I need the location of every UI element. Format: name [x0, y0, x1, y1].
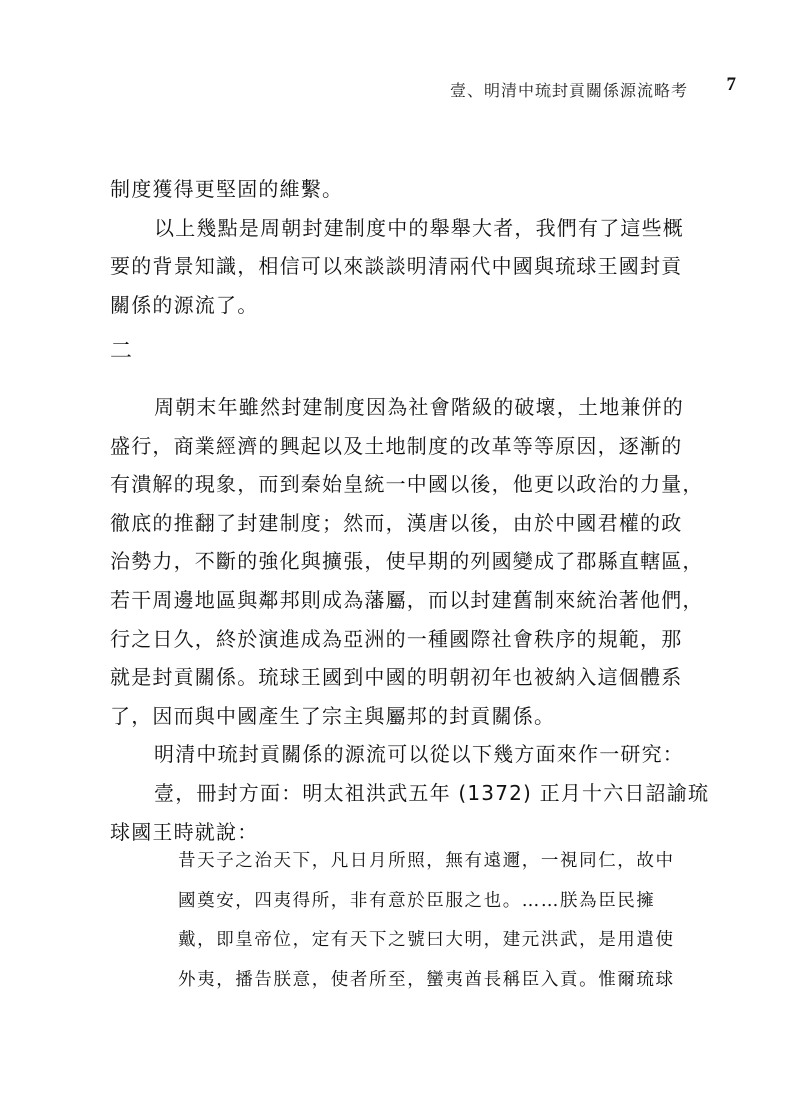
running-title: 壹、明清中琉封貢關係源流略考 [449, 81, 688, 100]
page-number: 7 [726, 74, 736, 95]
text-line: 關係的源流了。 [110, 292, 259, 317]
text-line: 行之日久，終於演進成為亞洲的一種國際社會秩序的規範，那 [110, 626, 683, 651]
opening-text [110, 170, 696, 324]
text-line: 若干周邊地區與鄰邦則成為藩屬，而以封建舊制來統治著他們， [110, 587, 704, 612]
text-line: 制度獲得更堅固的維繫。 [110, 177, 344, 201]
block-quote [178, 842, 688, 1000]
text-line: 壹，冊封方面：明太祖洪武五年 (1372) 正月十六日詔諭琉 [154, 780, 710, 805]
text-line: 盛行，商業經濟的興起以及土地制度的改革等等原因，逐漸的 [110, 433, 683, 458]
text-line: 以上幾點是周朝封建制度中的舉舉大者，我們有了這些概 [154, 215, 684, 240]
quote-line: 昔天子之治天下，凡日月所照，無有遠邇，一視同仁，故中 [178, 851, 675, 871]
quote-line: 戴，即皇帝位，定有天下之號曰大明，建元洪武，是用遣使 [178, 930, 675, 950]
quote-line: 國奠安，四夷得所，非有意於臣服之也。……朕為臣民擁 [178, 890, 656, 911]
text-line: 球國王時就說： [110, 819, 259, 844]
section-text [110, 388, 710, 851]
text-line: 就是封貢關係。琉球王國到中國的明朝初年也被納入這個體系 [110, 665, 683, 690]
text-line: 有潰解的現象，而到秦始皇統一中國以後，他更以政治的力量， [110, 472, 704, 497]
section-heading: 二 [110, 339, 133, 364]
quote-line: 外夷，播告朕意，使者所至，蠻夷酋長稱臣入貢。惟爾琉球 [178, 969, 675, 990]
text-line: 要的背景知識，相信可以來談談明清兩代中國與琉球王國封貢 [110, 254, 683, 279]
text-line: 周朝末年雖然封建制度因為社會階級的破壞，土地兼併的 [154, 395, 684, 419]
text-line: 了，因而與中國產生了宗主與屬邦的封貢關係。 [110, 703, 556, 728]
text-line: 治勢力，不斷的強化與擴張，使早期的列國變成了郡縣直轄區， [110, 549, 704, 574]
text-line: 徹底的推翻了封建制度；然而，漢唐以後，由於中國君權的政 [110, 510, 683, 535]
text-line: 明清中琉封貢關係的源流可以從以下幾方面來作一研究： [154, 742, 684, 767]
